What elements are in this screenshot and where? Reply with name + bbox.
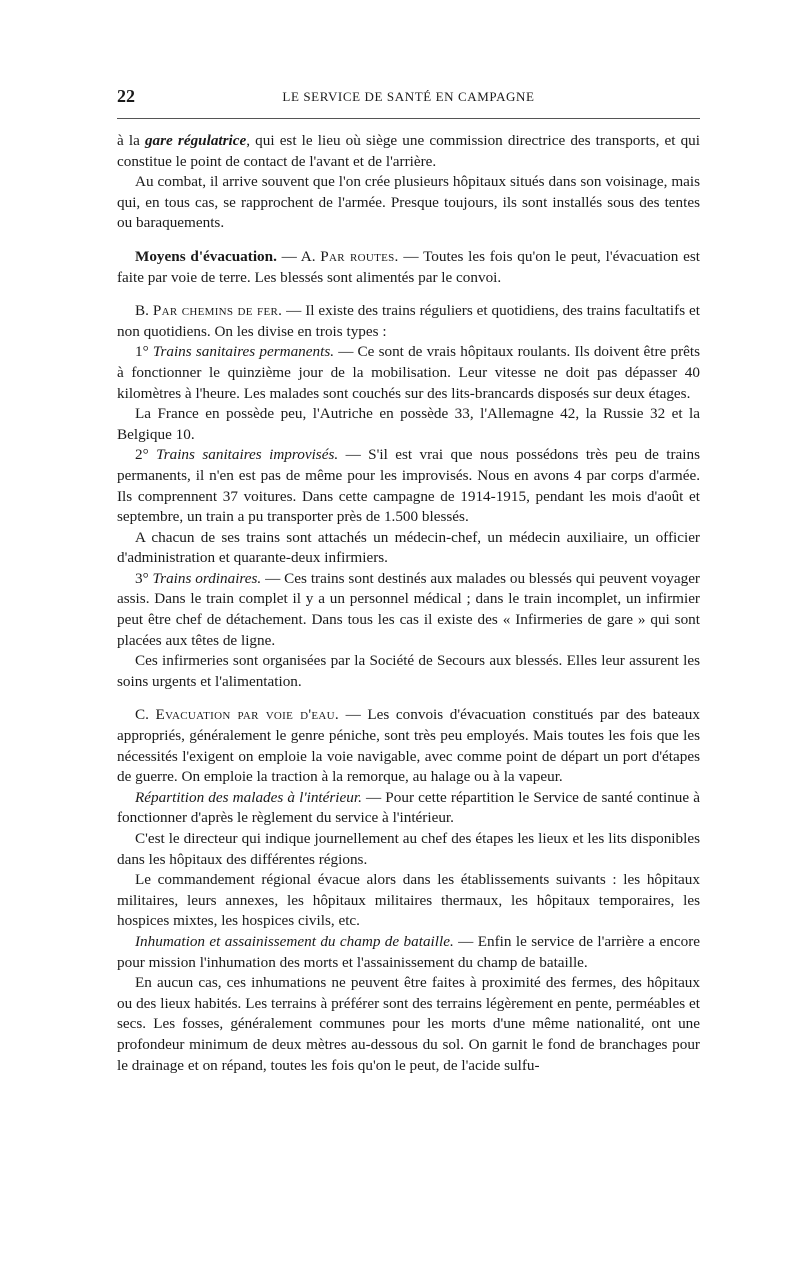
- paragraph: La France en possède peu, l'Autriche en possède 33, l'Allemagne 42, la Russie 32 et la Belgique 10.: [117, 405, 700, 443]
- page-body: [117, 131, 700, 1076]
- section-paragraph: [117, 247, 700, 288]
- italic-term: gare régulatrice: [144, 132, 247, 149]
- text-run: 3°: [135, 569, 153, 587]
- italic-term: Trains sanitaires improvisés.: [156, 446, 339, 464]
- running-title: LE SERVICE DE SANTÉ EN CAMPAGNE: [282, 89, 535, 104]
- paragraph: Le commandement régional évacue alors dans les établissements suivants : les hôpitaux militaires, leurs annexes, les hôpitaux militaires thermaux, les hôpitaux temporaires, les hospices mixtes, les hospices civils, etc.: [117, 871, 700, 930]
- paragraph: A chacun de ses trains sont attachés un médecin-chef, un médecin auxiliaire, un officier d'administration et quarante-deux infirmiers.: [117, 528, 700, 567]
- paragraph: [117, 788, 700, 829]
- subsection-label: Par chemins de fer.: [152, 302, 283, 320]
- subsection-label: Evacuation par voie d'eau.: [155, 706, 339, 724]
- paragraph: [117, 131, 700, 172]
- text-run: — Ces trains sont destinés aux malades ou blessés qui peuvent voyager assis. Dans le train complet il y a un personnel médical ; dans le train incomplet, un infirmier peut être chef de détachement. Dans tous les cas il existe des « Infirmeries de gare » qui sont placées aux têtes de ligne.: [117, 569, 700, 649]
- text-run: — Les convois d'évacuation constitués par des bateaux appropriés, généralement le genre péniche, sont très peu employés. Mais toutes les fois que les nécessités l'exigent on emploie la voie navigable, avec comme point de départ un port d'étapes de guerre. On emploie la traction à la remorque, au halage ou à la vapeur.: [117, 706, 700, 786]
- italic-term: Inhumation et assainissement du champ de bataille.: [135, 932, 454, 950]
- paragraph: [117, 932, 700, 973]
- text-run: B.: [135, 302, 153, 320]
- paragraph: En aucun cas, ces inhumations ne peuvent être faites à proximité des fermes, des hôpitaux ou des lieux habités. Les terrains à préférer sont des terrains légèrement en pente, perméables et secs. Les fosses, généralement communes pour les morts d'une même nationalité, ont une profondeur minimum de deux mètres au-dessous du sol. On garnit le fond de branchages pour le drainage et on répand, toutes les fois qu'on le peut, de l'acide sulfu-: [117, 974, 700, 1074]
- text-run: — Ce sont de vrais hôpitaux roulants. Ils doivent être prêts à fonctionner le quinzième jour de la mobilisation. Leur vitesse ne doit pas dépasser 40 kilomètres à l'heure. Les malades sont couchés sur des lits-brancards disposés sur deux étages.: [117, 343, 700, 402]
- text-run: 1°: [135, 343, 153, 361]
- text-run: C.: [135, 706, 156, 724]
- paragraph: [117, 569, 700, 651]
- text-run: — Toutes les fois qu'on le peut, l'évacuation est faite par voie de terre. Les blessés sont alimentés par le convoi.: [117, 247, 700, 286]
- section-paragraph: [117, 705, 700, 787]
- paragraph: Au combat, il arrive souvent que l'on crée plusieurs hôpitaux situés dans son voisinage, mais qui, en tous cas, se rapprochent de l'armée. Presque toujours, ils sont installés sous des tentes ou baraquements.: [117, 173, 700, 232]
- italic-term: Trains ordinaires.: [152, 569, 262, 587]
- text-run: — Il existe des trains réguliers et quotidiens, des trains facultatifs et non quotidiens. On les divise en trois types :: [117, 302, 700, 340]
- header-rule: [117, 118, 700, 119]
- section-heading: Moyens d'évacuation.: [135, 247, 277, 265]
- paragraph: [117, 445, 700, 527]
- paragraph: Ces infirmeries sont organisées par la Société de Secours aux blessés. Elles leur assurent les soins urgents et l'alimentation.: [117, 652, 700, 690]
- text-run: — S'il est vrai que nous possédons très peu de trains permanents, il n'en est pas de même pour les improvisés. Nous en avons 4 par corps d'armée. Ils comprennent 37 voitures. Dans cette campagne de 1914-1915, pendant les mois d'août et septembre, un train a pu transporter près de 1.500 blessés.: [117, 446, 700, 526]
- section-paragraph: [117, 301, 700, 342]
- subsection-label: Par routes.: [320, 247, 399, 265]
- text-run: à la: [117, 132, 145, 149]
- paragraph: [117, 342, 700, 404]
- page-header: [117, 86, 700, 108]
- italic-term: Trains sanitaires permanents.: [152, 343, 335, 361]
- text-run: — Enfin le service de l'arrière a encore pour mission l'inhumation des morts et l'assainissement du champ de bataille.: [117, 932, 700, 971]
- paragraph: C'est le directeur qui indique journellement au chef des étapes les lieux et les lits disponibles dans les hôpitaux des différentes régions.: [117, 830, 700, 868]
- italic-term: Répartition des malades à l'intérieur.: [135, 788, 362, 806]
- text-run: 2°: [135, 446, 157, 464]
- text-run: — A.: [276, 247, 321, 265]
- page-number: 22: [117, 86, 135, 106]
- text-run: , qui est le lieu où siège une commission directrice des transports, et qui constitue le point de contact de l'avant et de l'arrière.: [117, 132, 700, 170]
- text-run: — Pour cette répartition le Service de santé continue à fonctionner d'après le règlement du service à l'intérieur.: [117, 788, 700, 827]
